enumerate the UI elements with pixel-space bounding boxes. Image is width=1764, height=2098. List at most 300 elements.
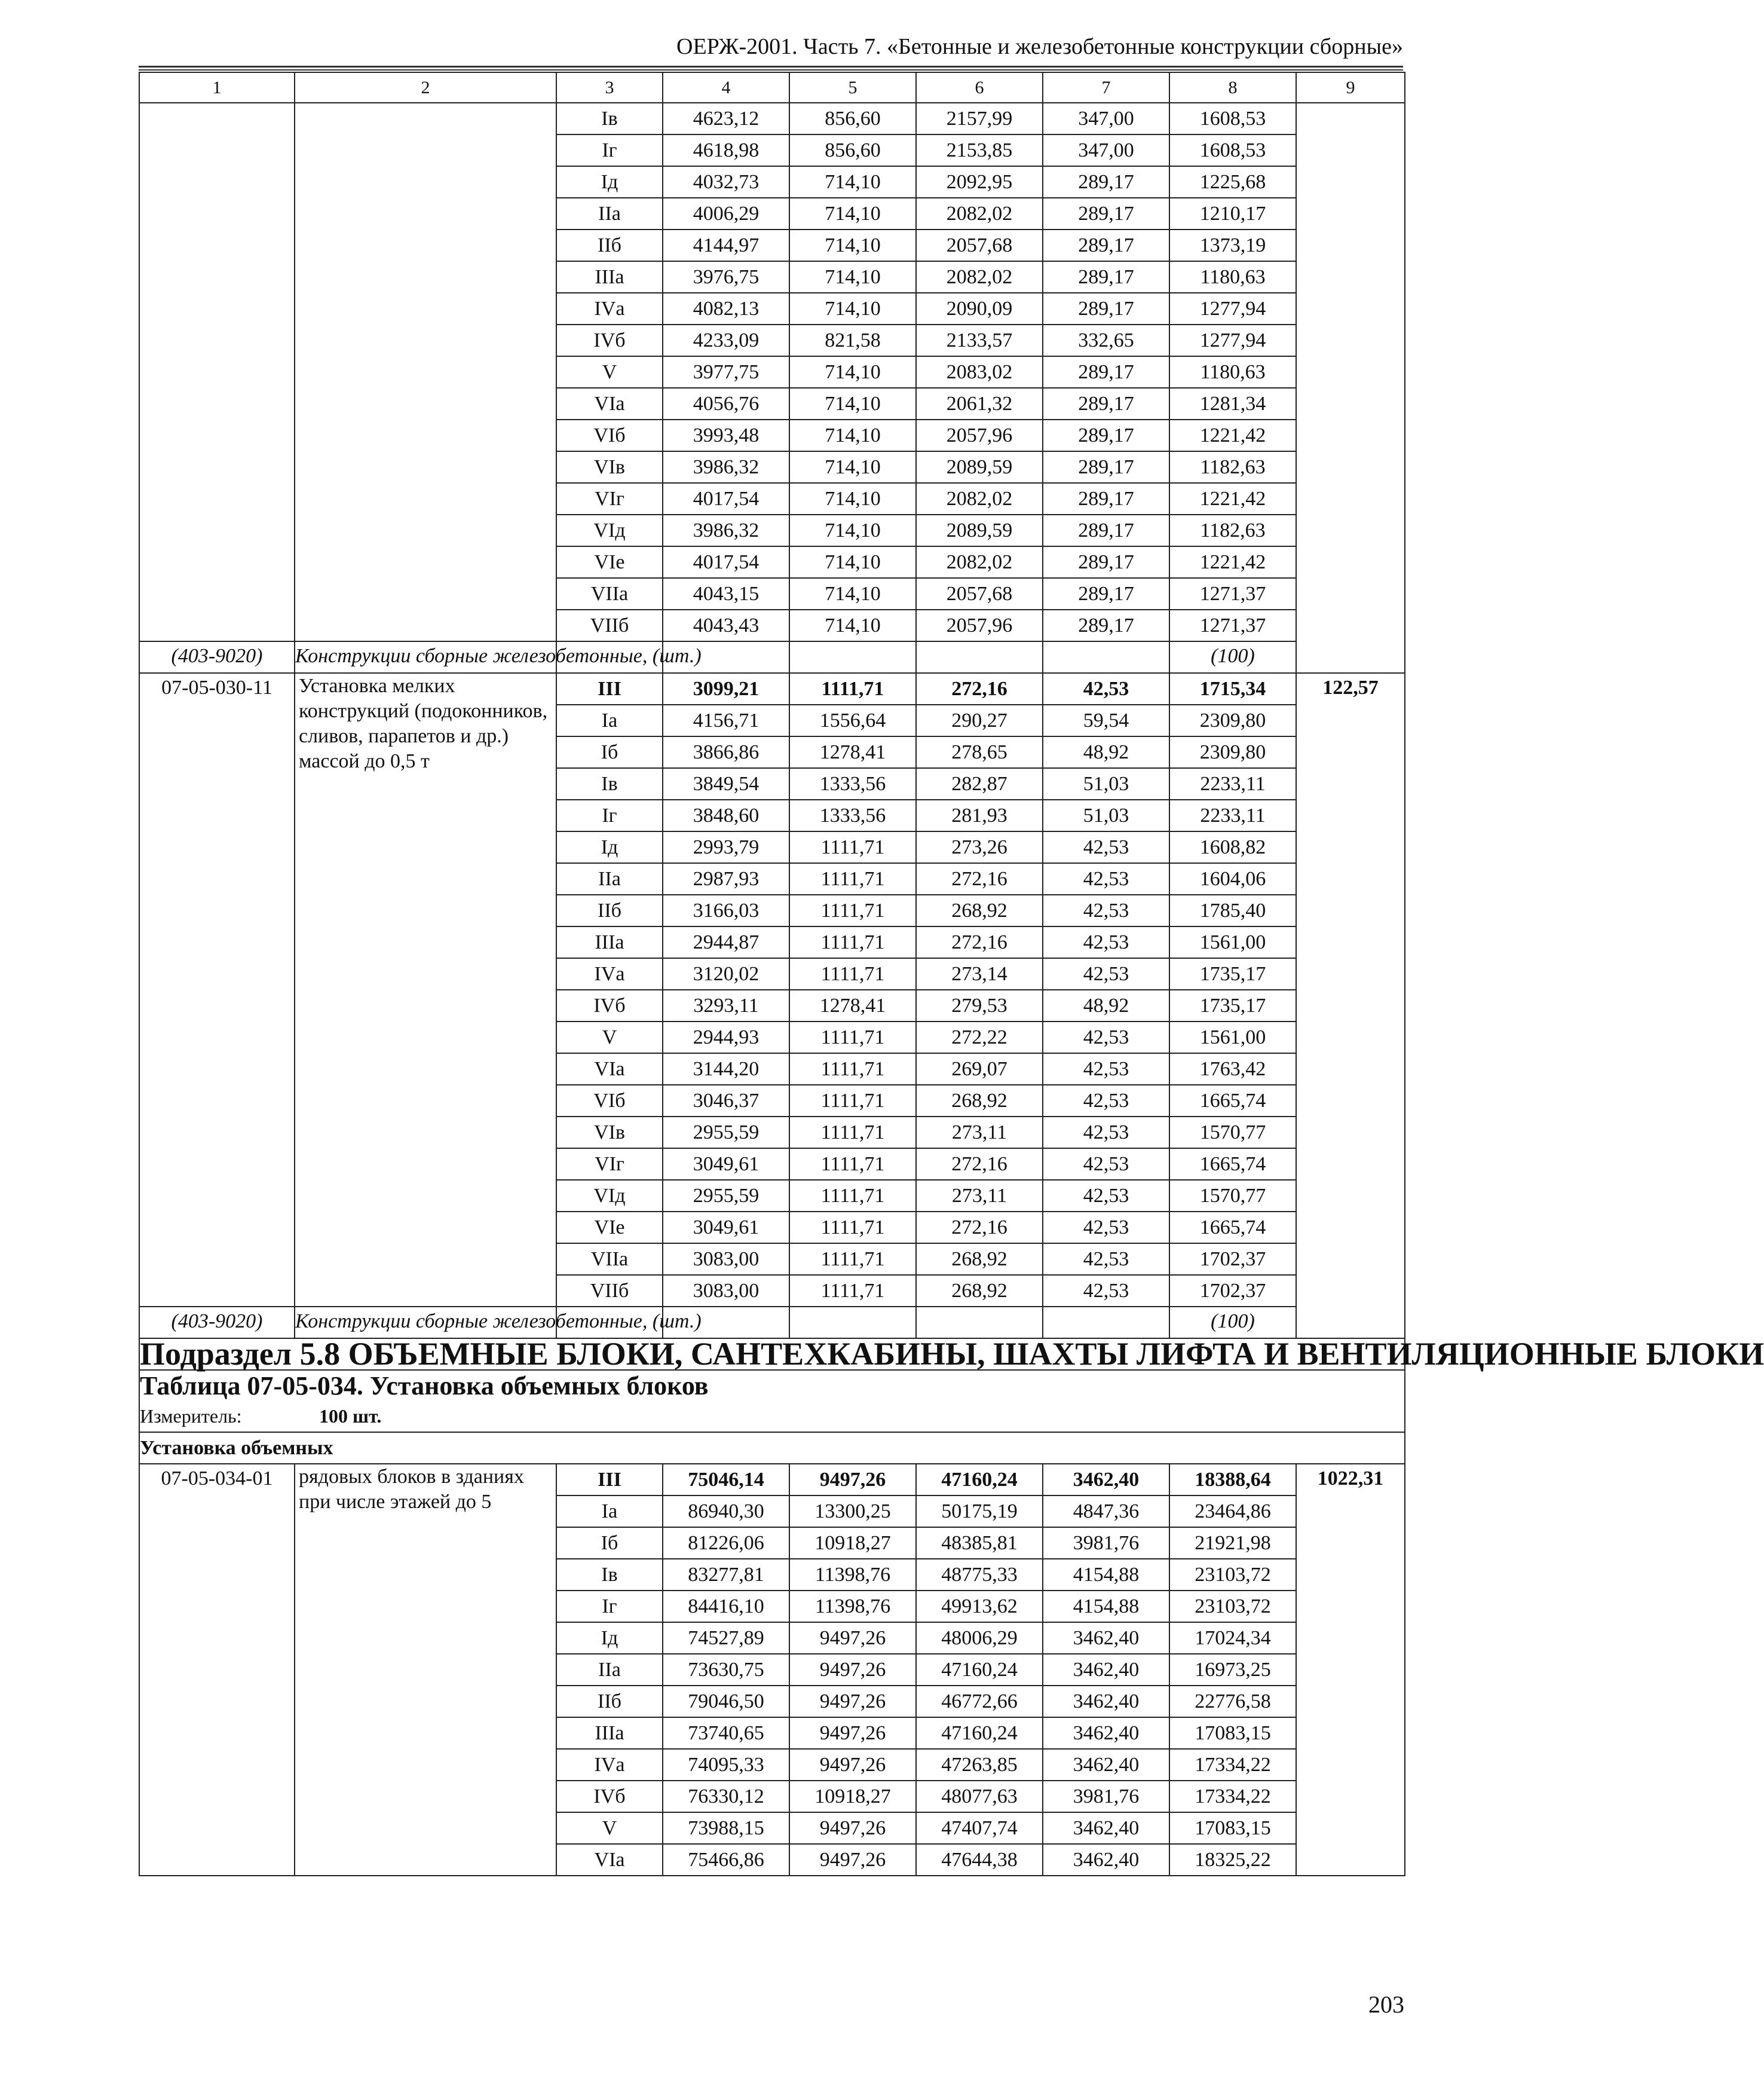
region-cell: V <box>556 1812 663 1844</box>
value-cell: 3977,75 <box>663 356 789 388</box>
region-cell: Iг <box>556 800 663 831</box>
region-cell: IIб <box>556 895 663 926</box>
value-cell: 714,10 <box>789 610 916 641</box>
value-cell: 1735,17 <box>1169 990 1296 1022</box>
region-cell: VIе <box>556 1212 663 1243</box>
region-cell: VIIб <box>556 1275 663 1307</box>
column-number: 3 <box>556 72 663 103</box>
value-cell: 2057,96 <box>916 610 1043 641</box>
value-cell: 2157,99 <box>916 103 1043 134</box>
group-title: Установка объемных <box>139 1432 1405 1464</box>
value-cell: 3293,11 <box>663 990 789 1022</box>
meter-cell <box>139 1401 1405 1432</box>
value-cell: 279,53 <box>916 990 1043 1022</box>
value-cell: 714,10 <box>789 515 916 546</box>
value-cell: 1278,41 <box>789 736 916 768</box>
value-cell: 42,53 <box>1043 1022 1169 1053</box>
value-cell: 4032,73 <box>663 166 789 198</box>
value-cell: 2082,02 <box>916 261 1043 293</box>
value-cell: 2133,57 <box>916 325 1043 356</box>
value-cell: 16973,25 <box>1169 1654 1296 1686</box>
value-cell: 289,17 <box>1043 578 1169 610</box>
value-cell: 1333,56 <box>789 768 916 800</box>
value-cell: 59,54 <box>1043 705 1169 736</box>
value-cell: 9497,26 <box>789 1686 916 1717</box>
value-cell: 2057,68 <box>916 578 1043 610</box>
value-cell: 3986,32 <box>663 515 789 546</box>
value-cell: 289,17 <box>1043 293 1169 325</box>
value-cell: 42,53 <box>1043 1053 1169 1085</box>
value-cell: 2089,59 <box>916 451 1043 483</box>
region-cell: VIв <box>556 451 663 483</box>
value-cell: 4233,09 <box>663 325 789 356</box>
page-number: 203 <box>1368 1991 1404 2018</box>
value-cell: 289,17 <box>1043 451 1169 483</box>
value-cell: 273,11 <box>916 1180 1043 1212</box>
value-cell: 1373,19 <box>1169 230 1296 261</box>
value-cell: 74527,89 <box>663 1622 789 1654</box>
value-cell: 1561,00 <box>1169 1022 1296 1053</box>
value-cell: 289,17 <box>1043 261 1169 293</box>
value-cell: 2092,95 <box>916 166 1043 198</box>
value-cell: 48,92 <box>1043 990 1169 1022</box>
value-cell: 83277,81 <box>663 1559 789 1591</box>
region-cell: III <box>556 1464 663 1495</box>
empty-cell <box>1043 641 1169 673</box>
value-cell: 1735,17 <box>1169 958 1296 990</box>
region-cell: VIд <box>556 1180 663 1212</box>
value-cell: 273,14 <box>916 958 1043 990</box>
value-cell: 1702,37 <box>1169 1275 1296 1307</box>
value-cell: 714,10 <box>789 261 916 293</box>
region-cell: IIа <box>556 1654 663 1686</box>
price-table <box>139 72 1764 1876</box>
value-cell: 1111,71 <box>789 1022 916 1053</box>
region-cell: VIа <box>556 1844 663 1876</box>
value-cell: 1665,74 <box>1169 1148 1296 1180</box>
value-cell: 2083,02 <box>916 356 1043 388</box>
region-cell: IIIа <box>556 1717 663 1749</box>
column-number: 4 <box>663 72 789 103</box>
value-cell: 42,53 <box>1043 895 1169 926</box>
value-cell: 48006,29 <box>916 1622 1043 1654</box>
value-cell: 2309,80 <box>1169 705 1296 736</box>
value-cell: 268,92 <box>916 1243 1043 1275</box>
value-cell: 3083,00 <box>663 1275 789 1307</box>
table-row <box>139 1464 1405 1495</box>
value-cell: 268,92 <box>916 1275 1043 1307</box>
value-cell: 22776,58 <box>1169 1686 1296 1717</box>
region-cell: IVа <box>556 293 663 325</box>
value-cell: 1561,00 <box>1169 926 1296 958</box>
value-cell: 3166,03 <box>663 895 789 926</box>
value-cell: 10918,27 <box>789 1781 916 1812</box>
value-cell: 3462,40 <box>1043 1686 1169 1717</box>
value-cell: 3099,21 <box>663 673 789 705</box>
value-cell: 17083,15 <box>1169 1717 1296 1749</box>
value-cell: 49913,62 <box>916 1591 1043 1622</box>
rate-name: рядовых блоков в зданиях при числе этажей до 5 <box>299 1466 524 1513</box>
value-cell: 1210,17 <box>1169 198 1296 230</box>
value-cell: 47407,74 <box>916 1812 1043 1844</box>
value-cell: 9497,26 <box>789 1654 916 1686</box>
region-cell: III <box>556 673 663 705</box>
value-cell: 273,11 <box>916 1117 1043 1148</box>
labor-cell: 122,57 <box>1296 673 1405 1338</box>
value-cell: 2153,85 <box>916 134 1043 166</box>
material-code: (403-9020) <box>139 1307 295 1338</box>
value-cell: 714,10 <box>789 293 916 325</box>
value-cell: 3849,54 <box>663 768 789 800</box>
value-cell: 11398,76 <box>789 1559 916 1591</box>
value-cell: 4154,88 <box>1043 1559 1169 1591</box>
value-cell: 1111,71 <box>789 1117 916 1148</box>
region-cell: VIд <box>556 515 663 546</box>
material-row <box>139 1307 1405 1338</box>
value-cell: 714,10 <box>789 451 916 483</box>
value-cell: 1715,34 <box>1169 673 1296 705</box>
value-cell: 856,60 <box>789 103 916 134</box>
value-cell: 50175,19 <box>916 1495 1043 1527</box>
value-cell: 4623,12 <box>663 103 789 134</box>
value-cell: 1111,71 <box>789 1212 916 1243</box>
value-cell: 2944,87 <box>663 926 789 958</box>
value-cell: 3866,86 <box>663 736 789 768</box>
region-cell: Iа <box>556 705 663 736</box>
value-cell: 272,16 <box>916 1148 1043 1180</box>
meter-row <box>139 1401 1405 1432</box>
value-cell: 9497,26 <box>789 1717 916 1749</box>
value-cell: 11398,76 <box>789 1591 916 1622</box>
value-cell: 42,53 <box>1043 1117 1169 1148</box>
material-name: Конструкции сборные железобетонные, (шт.) <box>295 641 556 673</box>
value-cell: 3049,61 <box>663 1148 789 1180</box>
value-cell: 3981,76 <box>1043 1527 1169 1559</box>
value-cell: 289,17 <box>1043 515 1169 546</box>
description-cell <box>295 103 556 641</box>
value-cell: 42,53 <box>1043 831 1169 863</box>
value-cell: 84416,10 <box>663 1591 789 1622</box>
value-cell: 268,92 <box>916 895 1043 926</box>
column-number: 2 <box>295 72 556 103</box>
column-number: 6 <box>916 72 1043 103</box>
rate-name: Установка мелких конструкций (подоконников, сливов, парапетов и др.) массой до 0,5 т <box>299 675 548 772</box>
value-cell: 17024,34 <box>1169 1622 1296 1654</box>
region-cell: IIб <box>556 1686 663 1717</box>
group-title-row <box>139 1432 1405 1464</box>
value-cell: 289,17 <box>1043 420 1169 451</box>
value-cell: 714,10 <box>789 388 916 420</box>
region-cell: Iг <box>556 1591 663 1622</box>
empty-cell <box>789 641 916 673</box>
value-cell: 42,53 <box>1043 673 1169 705</box>
value-cell: 2090,09 <box>916 293 1043 325</box>
value-cell: 2987,93 <box>663 863 789 895</box>
region-cell: IVб <box>556 990 663 1022</box>
value-cell: 2993,79 <box>663 831 789 863</box>
region-cell: VIIб <box>556 610 663 641</box>
material-name: Конструкции сборные железобетонные, (шт.) <box>295 1307 556 1338</box>
value-cell: 856,60 <box>789 134 916 166</box>
value-cell: 48077,63 <box>916 1781 1043 1812</box>
value-cell: 9497,26 <box>789 1464 916 1495</box>
price-table-body <box>139 72 1764 1876</box>
value-cell: 272,16 <box>916 926 1043 958</box>
value-cell: 4156,71 <box>663 705 789 736</box>
value-cell: 2057,96 <box>916 420 1043 451</box>
value-cell: 3083,00 <box>663 1243 789 1275</box>
region-cell: IVб <box>556 1781 663 1812</box>
column-number: 1 <box>139 72 295 103</box>
value-cell: 1271,37 <box>1169 578 1296 610</box>
value-cell: 289,17 <box>1043 546 1169 578</box>
region-cell: VIа <box>556 388 663 420</box>
value-cell: 289,17 <box>1043 388 1169 420</box>
value-cell: 273,26 <box>916 831 1043 863</box>
region-cell: IIа <box>556 198 663 230</box>
header-rule <box>139 66 1403 68</box>
region-cell: Iг <box>556 134 663 166</box>
empty-cell <box>1043 1307 1169 1338</box>
region-cell: VIIа <box>556 1243 663 1275</box>
value-cell: 1665,74 <box>1169 1085 1296 1117</box>
region-cell: IVа <box>556 1749 663 1781</box>
value-cell: 1182,63 <box>1169 515 1296 546</box>
value-cell: 73630,75 <box>663 1654 789 1686</box>
value-cell: 714,10 <box>789 166 916 198</box>
rate-code: 07-05-030-11 <box>161 677 272 699</box>
region-cell: VIг <box>556 483 663 515</box>
value-cell: 281,93 <box>916 800 1043 831</box>
value-cell: 3993,48 <box>663 420 789 451</box>
column-number: 7 <box>1043 72 1169 103</box>
value-cell: 347,00 <box>1043 103 1169 134</box>
value-cell: 2082,02 <box>916 483 1043 515</box>
value-cell: 289,17 <box>1043 230 1169 261</box>
region-cell: Iв <box>556 103 663 134</box>
value-cell: 21921,98 <box>1169 1527 1296 1559</box>
value-cell: 73988,15 <box>663 1812 789 1844</box>
value-cell: 86940,30 <box>663 1495 789 1527</box>
value-cell: 1180,63 <box>1169 356 1296 388</box>
empty-cell <box>916 1307 1043 1338</box>
meter-label: Измеритель: <box>140 1405 242 1427</box>
value-cell: 74095,33 <box>663 1749 789 1781</box>
value-cell: 3462,40 <box>1043 1844 1169 1876</box>
column-numbers-row <box>139 72 1405 103</box>
value-cell: 2944,93 <box>663 1022 789 1053</box>
value-cell: 1225,68 <box>1169 166 1296 198</box>
description-cell <box>295 673 556 1307</box>
value-cell: 46772,66 <box>916 1686 1043 1717</box>
region-cell: Iб <box>556 736 663 768</box>
value-cell: 1608,82 <box>1169 831 1296 863</box>
value-cell: 714,10 <box>789 420 916 451</box>
value-cell: 1277,94 <box>1169 293 1296 325</box>
region-cell: Iб <box>556 1527 663 1559</box>
region-cell: IIIа <box>556 926 663 958</box>
value-cell: 3986,32 <box>663 451 789 483</box>
value-cell: 1608,53 <box>1169 134 1296 166</box>
value-cell: 1665,74 <box>1169 1212 1296 1243</box>
material-code: (403-9020) <box>139 641 295 673</box>
value-cell: 48775,33 <box>916 1559 1043 1591</box>
value-cell: 3848,60 <box>663 800 789 831</box>
region-cell: IIб <box>556 230 663 261</box>
value-cell: 1763,42 <box>1169 1053 1296 1085</box>
value-cell: 4618,98 <box>663 134 789 166</box>
column-number: 5 <box>789 72 916 103</box>
value-cell: 3120,02 <box>663 958 789 990</box>
value-cell: 289,17 <box>1043 610 1169 641</box>
value-cell: 2233,11 <box>1169 768 1296 800</box>
value-cell: 1570,77 <box>1169 1180 1296 1212</box>
value-cell: 714,10 <box>789 578 916 610</box>
value-cell: 272,16 <box>916 863 1043 895</box>
value-cell: 51,03 <box>1043 800 1169 831</box>
value-cell: 1785,40 <box>1169 895 1296 926</box>
value-cell: 289,17 <box>1043 356 1169 388</box>
value-cell: 289,17 <box>1043 198 1169 230</box>
region-cell: VIг <box>556 1148 663 1180</box>
value-cell: 1180,63 <box>1169 261 1296 293</box>
value-cell: 282,87 <box>916 768 1043 800</box>
region-cell: Iв <box>556 768 663 800</box>
value-cell: 3462,40 <box>1043 1622 1169 1654</box>
value-cell: 1281,34 <box>1169 388 1296 420</box>
value-cell: 4144,97 <box>663 230 789 261</box>
material-row <box>139 641 1405 673</box>
region-cell: VIе <box>556 546 663 578</box>
value-cell: 51,03 <box>1043 768 1169 800</box>
value-cell: 42,53 <box>1043 958 1169 990</box>
value-cell: 3976,75 <box>663 261 789 293</box>
value-cell: 714,10 <box>789 198 916 230</box>
value-cell: 332,65 <box>1043 325 1169 356</box>
value-cell: 4017,54 <box>663 483 789 515</box>
value-cell: 3462,40 <box>1043 1464 1169 1495</box>
value-cell: 821,58 <box>789 325 916 356</box>
value-cell: 17334,22 <box>1169 1781 1296 1812</box>
value-cell: 3462,40 <box>1043 1654 1169 1686</box>
value-cell: 347,00 <box>1043 134 1169 166</box>
code-cell <box>139 103 295 641</box>
value-cell: 1111,71 <box>789 863 916 895</box>
value-cell: 9497,26 <box>789 1749 916 1781</box>
value-cell: 79046,50 <box>663 1686 789 1717</box>
labor-cell <box>1296 103 1405 673</box>
value-cell: 2057,68 <box>916 230 1043 261</box>
value-cell: 9497,26 <box>789 1622 916 1654</box>
value-cell: 272,16 <box>916 673 1043 705</box>
value-cell: 1702,37 <box>1169 1243 1296 1275</box>
value-cell: 4017,54 <box>663 546 789 578</box>
value-cell: 289,17 <box>1043 483 1169 515</box>
value-cell: 2955,59 <box>663 1117 789 1148</box>
value-cell: 17334,22 <box>1169 1749 1296 1781</box>
value-cell: 18325,22 <box>1169 1844 1296 1876</box>
value-cell: 9497,26 <box>789 1812 916 1844</box>
code-cell <box>139 673 295 1307</box>
value-cell: 2082,02 <box>916 198 1043 230</box>
value-cell: 4043,15 <box>663 578 789 610</box>
value-cell: 1608,53 <box>1169 103 1296 134</box>
value-cell: 1182,63 <box>1169 451 1296 483</box>
value-cell: 17083,15 <box>1169 1812 1296 1844</box>
value-cell: 3462,40 <box>1043 1812 1169 1844</box>
value-cell: 23464,86 <box>1169 1495 1296 1527</box>
value-cell: 47160,24 <box>916 1654 1043 1686</box>
value-cell: 714,10 <box>789 483 916 515</box>
value-cell: 268,92 <box>916 1085 1043 1117</box>
value-cell: 3049,61 <box>663 1212 789 1243</box>
value-cell: 4154,88 <box>1043 1591 1169 1622</box>
value-cell: 9497,26 <box>789 1844 916 1876</box>
value-cell: 1277,94 <box>1169 325 1296 356</box>
value-cell: 3046,37 <box>663 1085 789 1117</box>
value-cell: 48,92 <box>1043 736 1169 768</box>
material-qty: (100) <box>1169 1307 1296 1338</box>
value-cell: 1111,71 <box>789 831 916 863</box>
value-cell: 714,10 <box>789 546 916 578</box>
value-cell: 1111,71 <box>789 926 916 958</box>
value-cell: 42,53 <box>1043 1085 1169 1117</box>
region-cell: VIIа <box>556 578 663 610</box>
region-cell: IIIа <box>556 261 663 293</box>
region-cell: VIб <box>556 1085 663 1117</box>
value-cell: 10918,27 <box>789 1527 916 1559</box>
labor-cell: 1022,31 <box>1296 1464 1405 1876</box>
value-cell: 1111,71 <box>789 1053 916 1085</box>
value-cell: 3462,40 <box>1043 1749 1169 1781</box>
value-cell: 2061,32 <box>916 388 1043 420</box>
code-cell <box>139 1464 295 1876</box>
value-cell: 3462,40 <box>1043 1717 1169 1749</box>
value-cell: 42,53 <box>1043 926 1169 958</box>
value-cell: 1221,42 <box>1169 420 1296 451</box>
column-number: 8 <box>1169 72 1296 103</box>
value-cell: 1604,06 <box>1169 863 1296 895</box>
value-cell: 278,65 <box>916 736 1043 768</box>
value-cell: 1111,71 <box>789 1243 916 1275</box>
value-cell: 76330,12 <box>663 1781 789 1812</box>
value-cell: 4847,36 <box>1043 1495 1169 1527</box>
region-cell: VIа <box>556 1053 663 1085</box>
value-cell: 1271,37 <box>1169 610 1296 641</box>
value-cell: 1111,71 <box>789 958 916 990</box>
value-cell: 1111,71 <box>789 673 916 705</box>
value-cell: 4082,13 <box>663 293 789 325</box>
value-cell: 1111,71 <box>789 895 916 926</box>
description-cell <box>295 1464 556 1876</box>
value-cell: 1221,42 <box>1169 546 1296 578</box>
value-cell: 42,53 <box>1043 1243 1169 1275</box>
value-cell: 1111,71 <box>789 1085 916 1117</box>
column-number: 9 <box>1296 72 1405 103</box>
subsection-title: Подраздел 5.8 ОБЪЕМНЫЕ БЛОКИ, САНТЕХКАБИНЫ, ШАХТЫ ЛИФТА И ВЕНТИЛЯЦИОННЫЕ БЛОКИ <box>140 1336 1764 1372</box>
region-cell: IIа <box>556 863 663 895</box>
region-cell: VIб <box>556 420 663 451</box>
value-cell: 47644,38 <box>916 1844 1043 1876</box>
value-cell: 289,17 <box>1043 166 1169 198</box>
value-cell: 2089,59 <box>916 515 1043 546</box>
value-cell: 3981,76 <box>1043 1781 1169 1812</box>
region-cell: IVб <box>556 325 663 356</box>
region-cell: IVа <box>556 958 663 990</box>
value-cell: 2082,02 <box>916 546 1043 578</box>
table-row <box>139 103 1405 134</box>
table-row <box>139 673 1405 705</box>
